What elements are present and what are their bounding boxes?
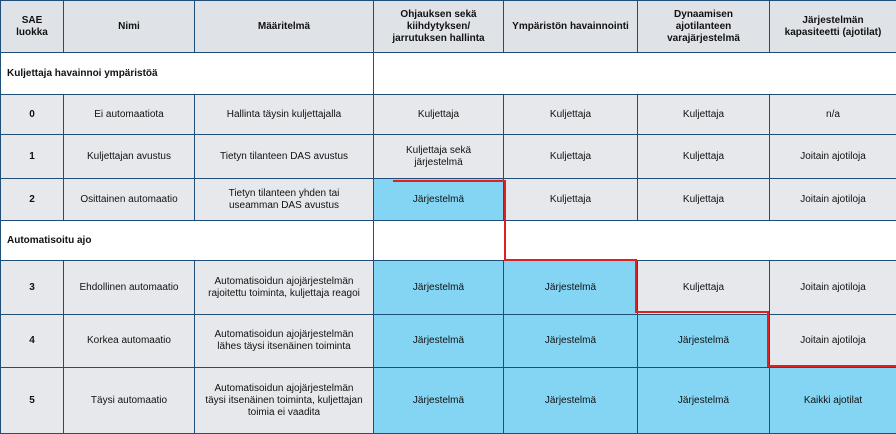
cell-capability: Joitain ajotiloja [770, 261, 896, 315]
cell-definition: Automatisoidun ajojärjestelmän täysi itsenäinen toiminta, kuljettajan toimia ei vaadita [195, 368, 374, 434]
cell-control: Järjestelmä [374, 315, 504, 368]
table-row [1, 261, 896, 315]
table-row [1, 135, 896, 179]
cell-control: Järjestelmä [374, 179, 504, 221]
section-row [1, 53, 896, 95]
cell-fallback: Kuljettaja [638, 95, 770, 135]
table-row [1, 368, 896, 434]
cell-fallback: Kuljettaja [638, 179, 770, 221]
cell-level: 2 [1, 179, 64, 221]
cell-name: Ehdollinen automaatio [64, 261, 195, 315]
header-sae-level: SAE luokka [1, 1, 64, 53]
cell-monitoring: Kuljettaja [504, 179, 638, 221]
cell-level: 5 [1, 368, 64, 434]
section-title: Automatisoitu ajo [1, 221, 374, 261]
header-definition: Määritelmä [195, 1, 374, 53]
table-row [1, 95, 896, 135]
cell-fallback: Järjestelmä [638, 315, 770, 368]
cell-name: Täysi automaatio [64, 368, 195, 434]
cell-capability: Kaikki ajotilat [770, 368, 896, 434]
section-blank [374, 221, 896, 261]
cell-definition: Hallinta täysin kuljettajalla [195, 95, 374, 135]
cell-name: Korkea automaatio [64, 315, 195, 368]
cell-capability: Joitain ajotiloja [770, 315, 896, 368]
cell-monitoring: Kuljettaja [504, 95, 638, 135]
table-row [1, 315, 896, 368]
cell-name: Ei automaatiota [64, 95, 195, 135]
section-title: Kuljettaja havainnoi ympäristöä [1, 53, 374, 95]
header-name: Nimi [64, 1, 195, 53]
table-row [1, 179, 896, 221]
header-monitoring: Ympäristön havainnointi [504, 1, 638, 53]
cell-level: 4 [1, 315, 64, 368]
header-capability: Järjestelmän kapasiteetti (ajotilat) [770, 1, 896, 53]
cell-definition: Automatisoidun ajojärjestelmän lähes täysi itsenäinen toiminta [195, 315, 374, 368]
cell-control: Kuljettaja sekä järjestelmä [374, 135, 504, 179]
cell-monitoring: Kuljettaja [504, 135, 638, 179]
section-row [1, 221, 896, 261]
cell-definition: Tietyn tilanteen DAS avustus [195, 135, 374, 179]
cell-definition: Automatisoidun ajojärjestelmän rajoitettu toiminta, kuljettaja reagoi [195, 261, 374, 315]
cell-level: 1 [1, 135, 64, 179]
cell-fallback: Kuljettaja [638, 135, 770, 179]
cell-capability: Joitain ajotiloja [770, 135, 896, 179]
cell-name: Osittainen automaatio [64, 179, 195, 221]
cell-monitoring: Järjestelmä [504, 368, 638, 434]
section-blank [374, 53, 896, 95]
cell-capability: n/a [770, 95, 896, 135]
cell-monitoring: Järjestelmä [504, 315, 638, 368]
table-header-row [1, 1, 896, 53]
cell-fallback: Kuljettaja [638, 261, 770, 315]
cell-control: Järjestelmä [374, 368, 504, 434]
cell-fallback: Järjestelmä [638, 368, 770, 434]
cell-level: 0 [1, 95, 64, 135]
header-control: Ohjauksen sekä kiihdytyksen/ jarrutuksen hallinta [374, 1, 504, 53]
cell-definition: Tietyn tilanteen yhden tai useamman DAS avustus [195, 179, 374, 221]
cell-control: Järjestelmä [374, 261, 504, 315]
header-fallback: Dynaamisen ajotilanteen varajärjestelmä [638, 1, 770, 53]
cell-control: Kuljettaja [374, 95, 504, 135]
cell-level: 3 [1, 261, 64, 315]
cell-name: Kuljettajan avustus [64, 135, 195, 179]
cell-capability: Joitain ajotiloja [770, 179, 896, 221]
cell-monitoring: Järjestelmä [504, 261, 638, 315]
